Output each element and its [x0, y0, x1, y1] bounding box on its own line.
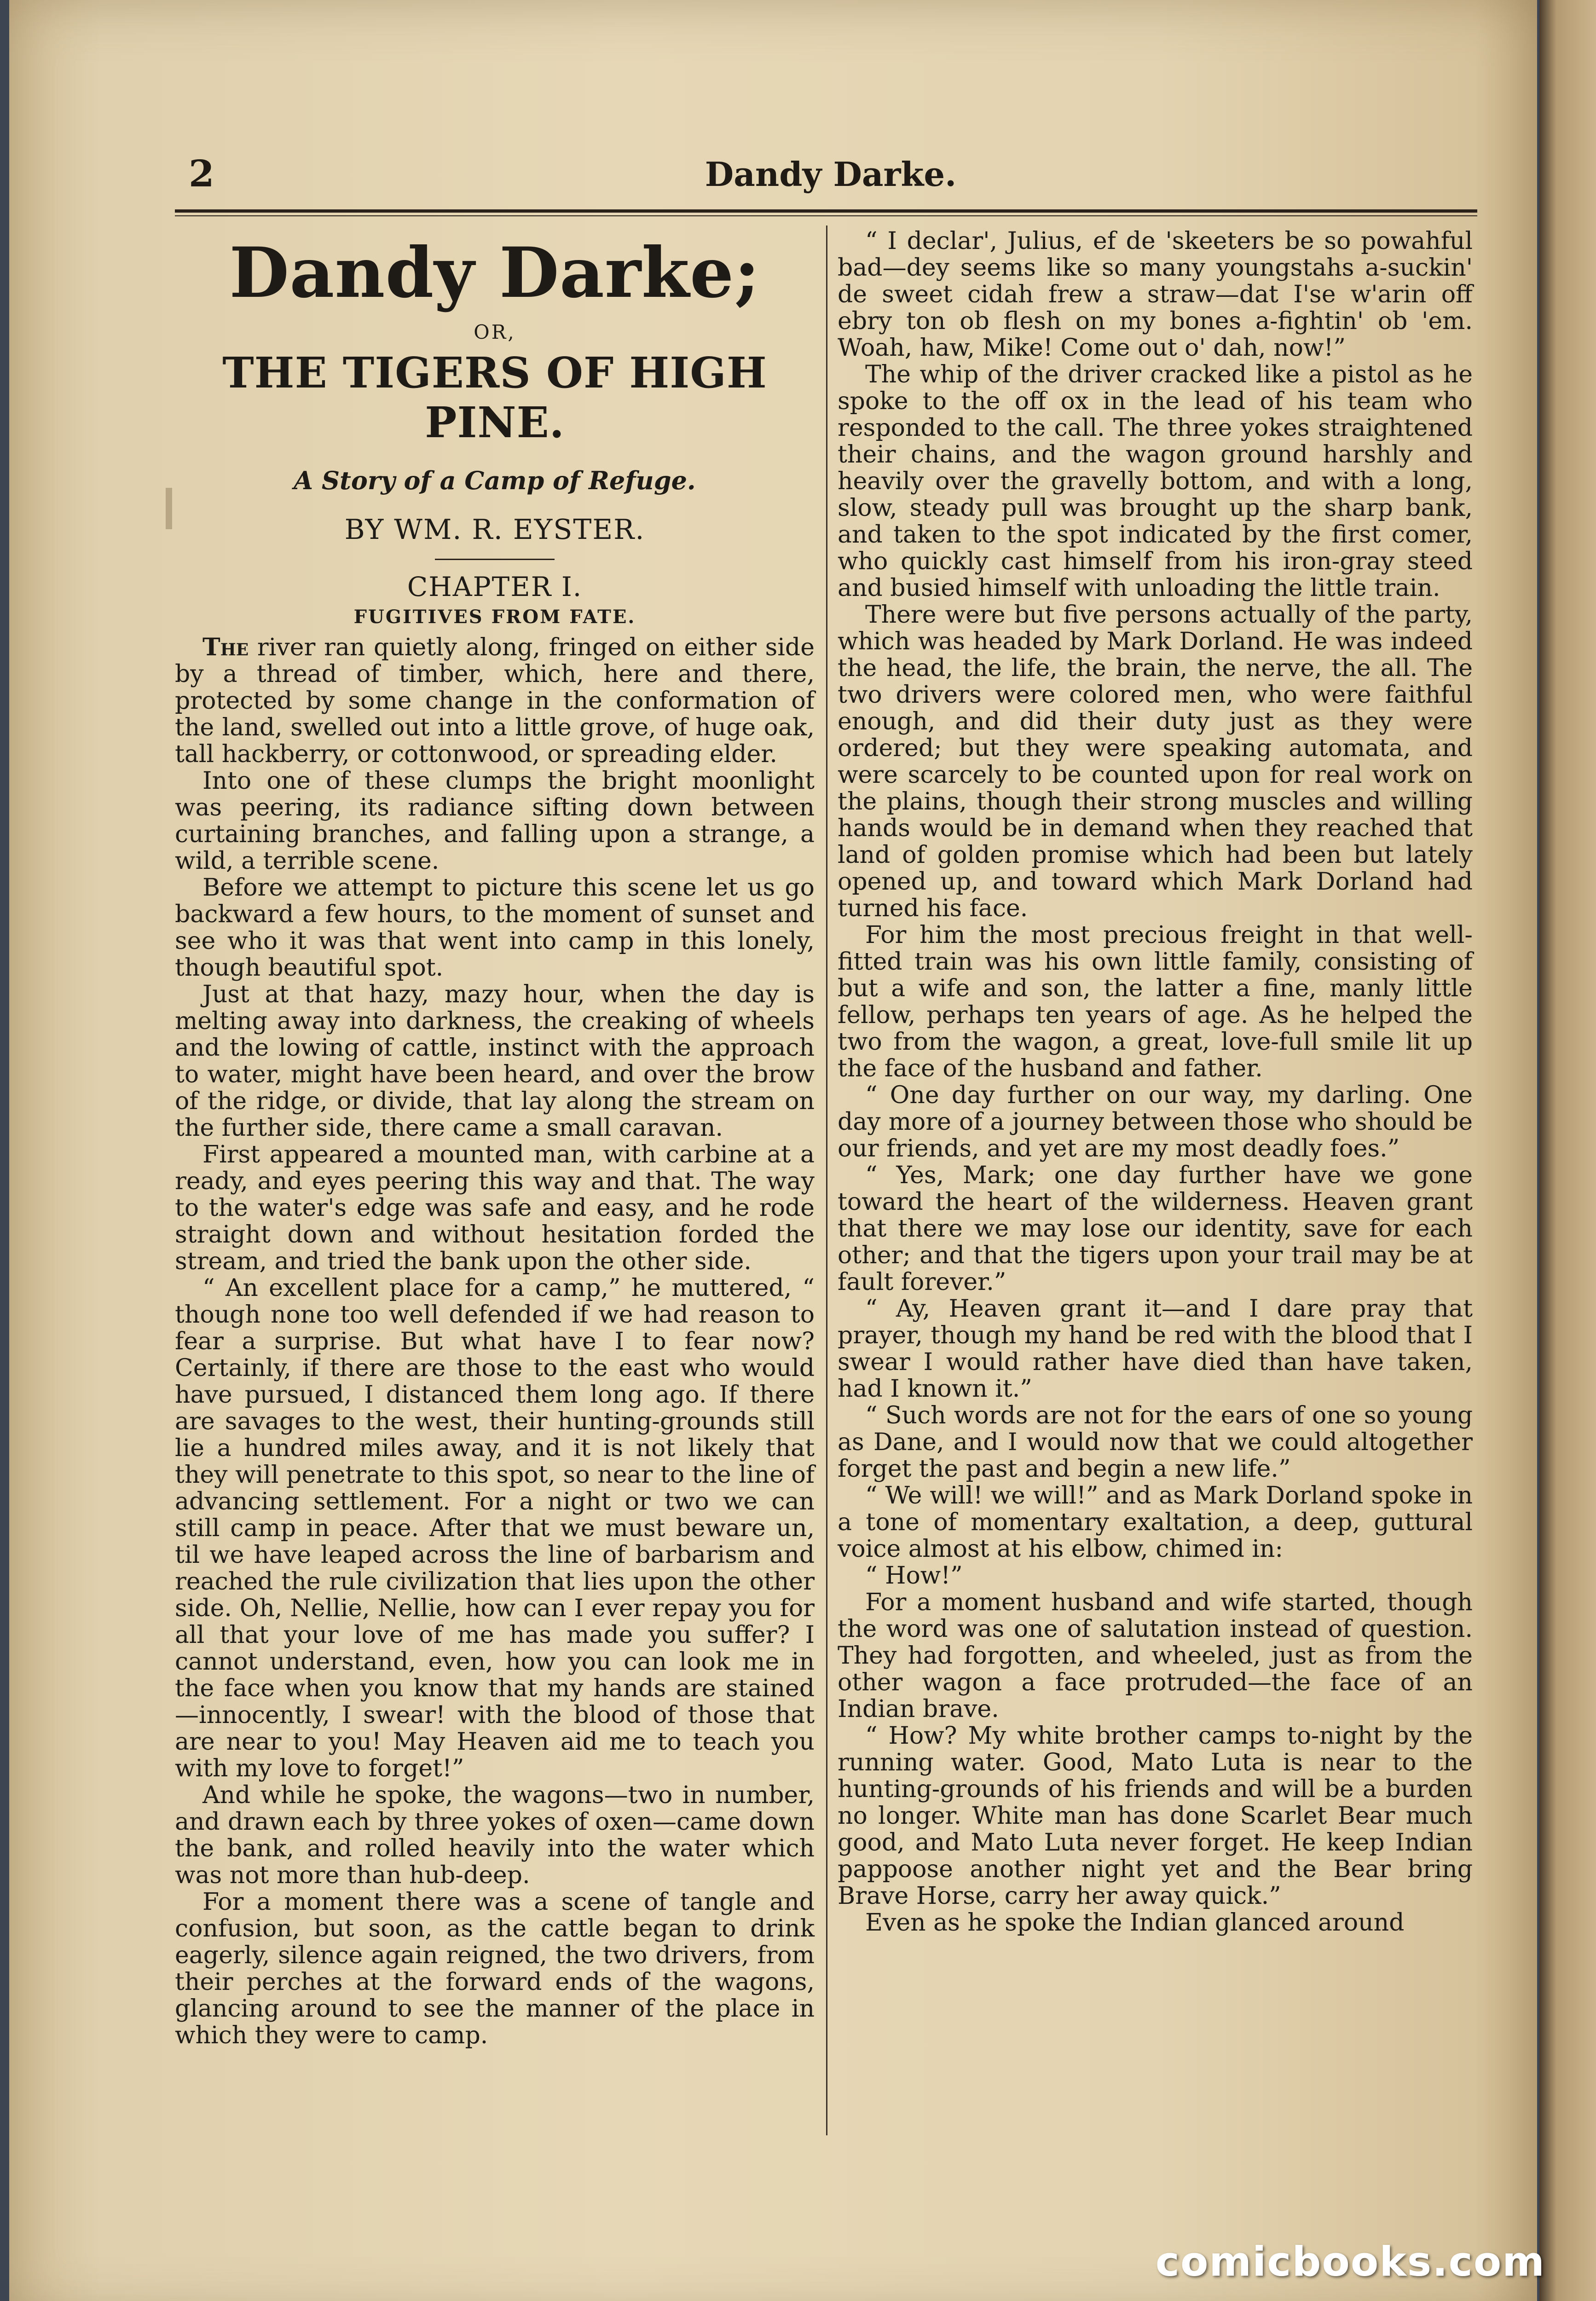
page-header: [179, 152, 1482, 207]
page-number: 2: [189, 152, 214, 195]
paragraph: “ We will! we will!” and as Mark Dorland spoke in a tone of momentary exaltation, a deep, guttural voice almost at his elbow, chimed in:: [838, 1482, 1473, 1563]
paragraph: For a moment there was a scene of tangle and confusion, but soon, as the cattle began to drink eagerly, silence again reigned, the two drivers, from their perches at the forward ends of the wagons, glancing around to see the manner of the place in which they were to camp.: [175, 1888, 815, 2049]
paragraph: “ How!”: [865, 1562, 963, 1590]
paragraph: The river ran quietly along, fringed on either side by a thread of timber, which, here and there, protected by some change in the conformation of the land, swelled out into a little grove, of huge oak, tall hackberry, or cottonwood, or spreading elder.: [175, 633, 815, 768]
paragraph: “ Such words are not for the ears of one so young as Dane, and I would now that we could altogether forget the past and begin a new life.”: [838, 1402, 1473, 1483]
paragraph: “ Yes, Mark; one day further have we gone toward the heart of the wilderness. Heaven grant that there we may lose our identity, save for each other; and that the tigers upon your trail may be at fault forever.”: [838, 1162, 1473, 1296]
paragraph: There were but five persons actually of the party, which was headed by Mark Dorland. He was indeed the head, the life, the brain, the nerve, the all. The two drivers were colored men, who were faithful enough, and did their duty just as they were ordered; but they were speaking automata, and were scarcely to be counted upon for real work on the plains, though their strong muscles and willing hands would be in demand when they reached that land of golden promise which had been but lately opened up, and toward which Mark Dorland had turned his face.: [838, 601, 1473, 922]
paragraph: “ How? My white brother camps to-night by the running water. Good, Mato Luta is near to the hunting-grounds of his friends and will be a burden no longer. White man has done Scarlet Bear much good, and Mato Luta never forget. He keep Indian pappoose another night yet and the Bear bring Brave Horse, carry her away quick.”: [838, 1722, 1473, 1910]
watermark: comicbooks.com: [1155, 2238, 1545, 2285]
paragraph: Before we attempt to picture this scene let us go backward a few hours, to the moment of sunset and see who it was that went into camp in this lonely, though beautiful spot.: [175, 873, 815, 982]
chapter-heading: CHAPTER I.: [407, 571, 583, 602]
paragraph: Into one of these clumps the bright moonlight was peering, its radiance sifting down between curtaining branches, and falling upon a strange, a wild, a terrible scene.: [175, 767, 815, 875]
paragraph: “ I declar', Julius, ef de 'skeeters be so powahful bad—dey seems like so many youngstahs a-suckin' de sweet cidah frew a straw—dat I'se w'arin off ebry ton ob flesh on my bones a-fightin' ob 'em. Woah, haw, Mike! Come out o' dah, now!”: [838, 227, 1473, 362]
chapter-title: FUGITIVES FROM FATE.: [353, 606, 636, 628]
column-divider: [826, 225, 827, 2135]
left-column: [175, 228, 815, 2049]
byline: BY WM. R. EYSTER.: [344, 513, 645, 546]
story-title: Dandy Darke;: [229, 232, 760, 313]
running-head: Dandy Darke.: [705, 155, 957, 194]
paragraph: And while he spoke, the wagons—two in number, and drawn each by three yokes of oxen—came down the bank, and rolled heavily into the water which was not more than hub-deep.: [175, 1781, 815, 1889]
paragraph: First appeared a mounted man, with carbine at a ready, and eyes peering this way and that. The way to the water's edge was safe and easy, and he rode straight down and without hesitation forded the stream, and tried the bank upon the other side.: [175, 1140, 815, 1275]
story-tagline: A Story of a Camp of Refuge.: [294, 465, 696, 495]
title-or: OR,: [474, 320, 516, 343]
story-subtitle: THE TIGERS OF HIGH PINE.: [222, 347, 767, 447]
paragraph: “ Ay, Heaven grant it—and I dare pray that prayer, though my hand be red with the blood that I swear I would rather have died than have taken, had I known it.”: [838, 1295, 1473, 1403]
paragraph: The whip of the driver cracked like a pistol as he spoke to the off ox in the lead of his team who responded to the call. The three yokes straightened their chains, and the wagon ground harshly and heavily over the gravelly bottom, and with a long, slow, steady pull was brought up the sharp bank, and taken to the spot indicated by the first comer, who quickly cast himself from his iron-gray steed and busied himself with unloading the little train.: [838, 361, 1473, 602]
header-rule-thin: [175, 215, 1477, 216]
paragraph: For a moment husband and wife started, though the word was one of salutation instead of question. They had forgotten, and wheeled, just as from the other wagon a face protruded—the face of an Indian brave.: [838, 1589, 1473, 1723]
header-rule: [175, 209, 1477, 213]
paragraph: “ One day further on our way, my darling. One day more of a journey between those who should be our friends, and yet are my most deadly foes.”: [838, 1081, 1473, 1162]
margin-smudge: [166, 488, 172, 529]
lead-word: The: [202, 633, 249, 661]
paragraph: Just at that hazy, mazy hour, when the day is melting away into darkness, the creaking of wheels and the lowing of cattle, instinct with the approach to water, might have been heard, and over the brow of the ridge, or divide, that lay along the stream on the further side, there came a small caravan.: [175, 980, 815, 1142]
paragraph: For him the most precious freight in that well-fitted train was his own little family, consisting of but a wife and son, the latter a fine, manly little fellow, perhaps ten years of age. As he helped the two from the wagon, a great, love-full smile lit up the face of the husband and father.: [838, 921, 1473, 1082]
paragraph: Even as he spoke the Indian glanced around: [865, 1909, 1405, 1937]
right-column: [838, 228, 1473, 1936]
byline-rule: [435, 559, 555, 560]
paragraph: “ An excellent place for a camp,” he muttered, “ though none too well defended if we had reason to fear a surprise. But what have I to fear now? Certainly, if there are those to the east who would have pursued, I distanced them long ago. If there are savages to the west, their hunting-grounds still lie a hundred miles away, and it is not likely that they will penetrate to this spot, so near to the line of advancing settlement. For a night or two we can still camp in peace. After that we must beware un, til we have leaped across the line of barbarism and reached the rule civilization that lies upon the other side. Oh, Nellie, Nellie, how can I ever repay you for all that your love of me has made you suffer? I cannot understand, even, how you can look me in the face when you know that my hands are stained—innocently, I swear! with the blood of those that are near to you! May Heaven aid me to teach you with my love to forget!”: [175, 1274, 815, 1782]
adjacent-page-edge: [1539, 0, 1596, 2301]
